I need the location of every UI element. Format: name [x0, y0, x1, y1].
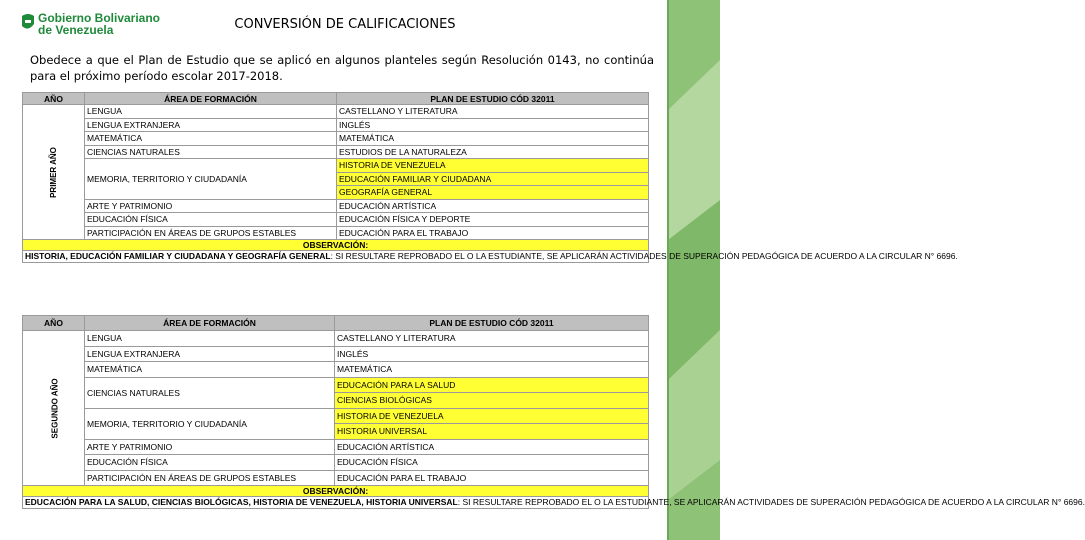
area-cell: EDUCACIÓN FÍSICA	[85, 455, 335, 471]
table-row	[23, 470, 649, 486]
area-cell: MEMORIA, TERRITORIO Y CIUDADANÍA	[85, 408, 335, 439]
observation-subjects: HISTORIA, EDUCACIÓN FAMILIAR Y CIUDADANA Y GEOGRAFÍA GENERAL	[25, 251, 331, 261]
plan-cell: CASTELLANO Y LITERATURA	[335, 331, 649, 347]
area-cell: ARTE Y PATRIMONIO	[85, 199, 337, 213]
plan-cell: EDUCACIÓN FAMILIAR Y CIUDADANA	[337, 172, 649, 186]
observation-body-row	[23, 251, 649, 263]
table-body	[23, 93, 958, 263]
table-row	[23, 439, 649, 455]
plan-cell: HISTORIA DE VENEZUELA	[335, 408, 649, 424]
plan-cell: INGLÉS	[335, 346, 649, 362]
plan-cell: GEOGRAFÍA GENERAL	[337, 186, 649, 200]
conversion-table-first-year	[22, 92, 958, 263]
observation-header-row	[23, 486, 649, 497]
area-cell: MEMORIA, TERRITORIO Y CIUDADANÍA	[85, 159, 337, 200]
observation-subjects: EDUCACIÓN PARA LA SALUD, CIENCIAS BIOLÓGICAS, HISTORIA DE VENEZUELA, HISTORIA UNIVERSAL	[25, 497, 458, 507]
table-row	[23, 118, 649, 132]
table-row	[23, 145, 649, 159]
header-area: ÁREA DE FORMACIÓN	[85, 316, 335, 331]
area-cell: CIENCIAS NATURALES	[85, 377, 335, 408]
year-label: PRIMER AÑO	[48, 147, 58, 198]
table-body	[23, 316, 1085, 509]
plan-cell: MATEMÁTICA	[337, 132, 649, 146]
header-year: AÑO	[23, 93, 85, 105]
intro-paragraph: Obedece a que el Plan de Estudio que se aplicó en algunos planteles según Resolución 0143, no continúa para el próximo período escolar 2017-2018.	[30, 53, 654, 83]
observation-body-row	[23, 497, 649, 509]
table-row	[23, 213, 649, 227]
decorative-side-band	[668, 0, 720, 540]
logo-line1: Gobierno Bolivariano	[38, 11, 161, 25]
observation-text	[23, 497, 1085, 509]
area-cell: EDUCACIÓN FÍSICA	[85, 213, 337, 227]
table-row	[23, 226, 649, 240]
table-header-row	[23, 316, 649, 331]
area-cell: LENGUA	[85, 105, 337, 119]
area-cell: MATEMÁTICA	[85, 362, 335, 378]
area-cell: MATEMÁTICA	[85, 132, 337, 146]
observation-text	[23, 251, 958, 263]
area-cell: PARTICIPACIÓN EN ÁREAS DE GRUPOS ESTABLES	[85, 226, 337, 240]
table-row	[23, 408, 649, 424]
table-row	[23, 346, 649, 362]
plan-cell: EDUCACIÓN FÍSICA	[335, 455, 649, 471]
plan-cell: HISTORIA DE VENEZUELA	[337, 159, 649, 173]
plan-cell: ESTUDIOS DE LA NATURALEZA	[337, 145, 649, 159]
conversion-table-second-year	[22, 315, 1085, 509]
plan-cell: EDUCACIÓN PARA EL TRABAJO	[337, 226, 649, 240]
plan-cell: EDUCACIÓN FÍSICA Y DEPORTE	[337, 213, 649, 227]
observation-detail: : SI RESULTARE REPROBADO EL O LA ESTUDIANTE, SE APLICARÁN ACTIVIDADES DE SUPERACIÓN PEDAGÓGICA DE ACUERDO A LA CIRCULAR N° 6696.	[330, 251, 958, 261]
table-row	[23, 331, 649, 347]
table-row	[23, 362, 649, 378]
area-cell: CIENCIAS NATURALES	[85, 145, 337, 159]
plan-cell: EDUCACIÓN ARTÍSTICA	[337, 199, 649, 213]
table-row	[23, 455, 649, 471]
plan-cell: MATEMÁTICA	[335, 362, 649, 378]
year-cell	[23, 105, 85, 240]
table-row	[23, 377, 649, 393]
plan-cell: EDUCACIÓN ARTÍSTICA	[335, 439, 649, 455]
observation-label: OBSERVACIÓN:	[23, 486, 649, 497]
plan-cell: EDUCACIÓN PARA LA SALUD	[335, 377, 649, 393]
plan-cell: EDUCACIÓN PARA EL TRABAJO	[335, 470, 649, 486]
page-title: CONVERSIÓN DE CALIFICACIONES	[234, 17, 456, 32]
table-row	[23, 199, 649, 213]
header-area: ÁREA DE FORMACIÓN	[85, 93, 337, 105]
header-plan: PLAN DE ESTUDIO CÓD 32011	[335, 316, 649, 331]
table-row	[23, 105, 649, 119]
year-label: SEGUNDO AÑO	[50, 378, 60, 439]
area-cell: ARTE Y PATRIMONIO	[85, 439, 335, 455]
table-row	[23, 132, 649, 146]
area-cell: PARTICIPACIÓN EN ÁREAS DE GRUPOS ESTABLES	[85, 470, 335, 486]
area-cell: LENGUA EXTRANJERA	[85, 118, 337, 132]
observation-detail: : SI RESULTARE REPROBADO EL O LA ESTUDIANTE, SE APLICARÁN ACTIVIDADES DE SUPERACIÓN PEDAGÓGICA DE ACUERDO A LA CIRCULAR N° 6696.	[457, 497, 1085, 507]
observation-label: OBSERVACIÓN:	[23, 240, 649, 251]
observation-header-row	[23, 240, 649, 251]
plan-cell: CASTELLANO Y LITERATURA	[337, 105, 649, 119]
table-row	[23, 159, 649, 173]
header-year: AÑO	[23, 316, 85, 331]
logo-line2: de Venezuela	[38, 23, 114, 37]
header-plan: PLAN DE ESTUDIO CÓD 32011	[337, 93, 649, 105]
table-header-row	[23, 93, 649, 105]
area-cell: LENGUA	[85, 331, 335, 347]
plan-cell: CIENCIAS BIOLÓGICAS	[335, 393, 649, 409]
plan-cell: INGLÉS	[337, 118, 649, 132]
year-cell	[23, 331, 85, 486]
plan-cell: HISTORIA UNIVERSAL	[335, 424, 649, 440]
area-cell: LENGUA EXTRANJERA	[85, 346, 335, 362]
